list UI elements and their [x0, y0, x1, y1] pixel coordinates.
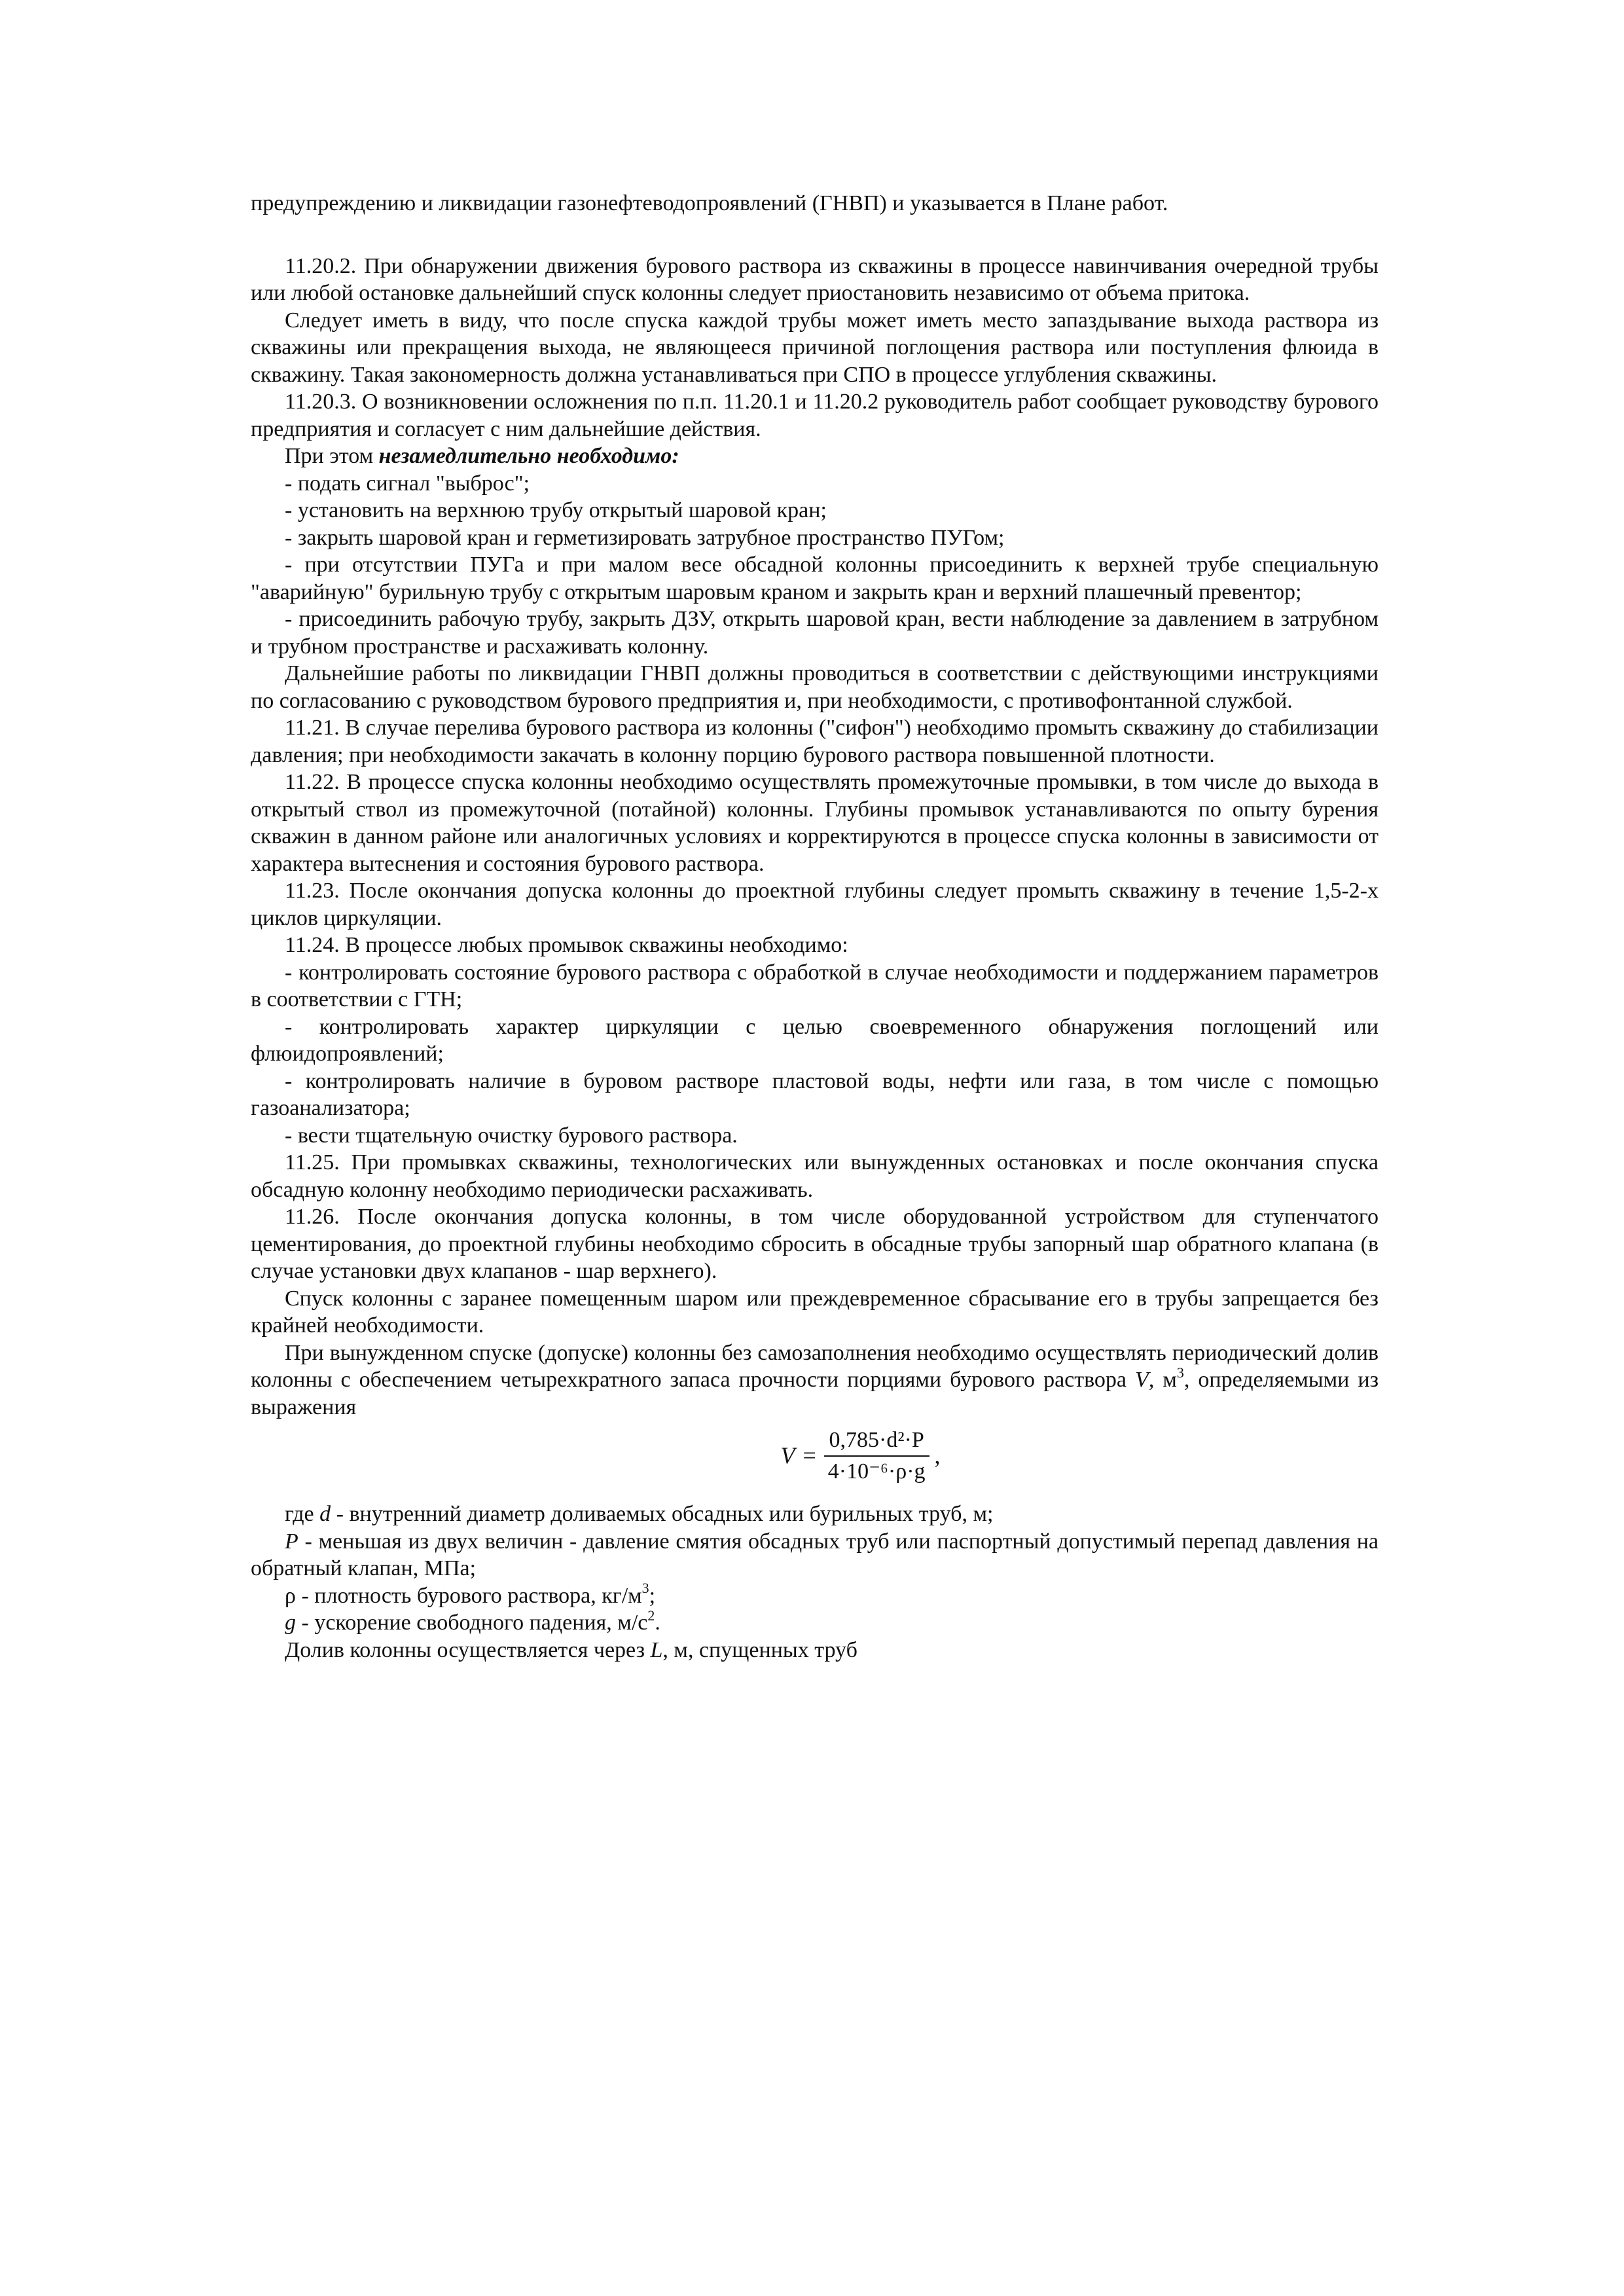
definition-rho-tail: ;: [649, 1583, 656, 1608]
list-item-connect-kelly: - присоединить рабочую трубу, закрыть ДЗУ, открыть шаровой кран, вести наблюдение за давлением в затрубном и трубном пространстве и расхаживать колонну.: [251, 607, 1379, 659]
definition-p-symbol: P: [285, 1529, 298, 1554]
last-line-text-after: , м, спущенных труб: [662, 1637, 857, 1662]
list-item-control-state: - контролировать состояние бурового раствора с обработкой в случае необходимости и поддержанием параметров в соответствии с ГТН;: [251, 960, 1379, 1011]
paragraph-11-24: 11.24. В процессе любых промывок скважины необходимо:: [285, 933, 848, 957]
formula-fraction: [824, 1427, 929, 1485]
paragraph-11-25: 11.25. При промывках скважины, технологических или вынужденных остановках и после окончания спуска обсадную колонну необходимо периодически расхаживать.: [251, 1150, 1379, 1202]
paragraph-11-20-2: 11.20.2. При обнаружении движения бурового раствора из скважины в процессе навинчивания очередной трубы или любой остановке дальнейший спуск колонны следует приостановить независимо от объема притока.: [251, 253, 1379, 305]
list-item-close-valve: - закрыть шаровой кран и герметизировать затрубное пространство ПУГом;: [285, 525, 1005, 550]
definition-p: [251, 1528, 1379, 1582]
paragraph-further-work: Дальнейшие работы по ликвидации ГНВП должны проводиться в соответствии с действующими инструкциями по согласованию с руководством бурового предприятия и, при необходимости, с противофонтанной службой.: [251, 661, 1379, 713]
definition-d-text: - внутренний диаметр доливаемых обсадных или бурильных труб, м;: [331, 1502, 994, 1526]
formula-denominator: 4·10⁻⁶·ρ·g: [827, 1459, 926, 1484]
definition-rho-symbol: ρ: [285, 1583, 296, 1608]
last-line-variable: L: [650, 1637, 663, 1662]
immediately-emphasis: незамедлительно необходимо:: [378, 444, 679, 468]
paragraph-11-26: 11.26. После окончания допуска колонны, в том числе оборудованной устройством для ступенчатого цементирования, до проектной глубины необходимо сбросить в обсадные трубы запорный шар обратного клапана (в случае установки двух клапанов - шар верхнего).: [251, 1205, 1379, 1283]
definition-d: где d - внутренний диаметр доливаемых обсадных или бурильных труб, м;: [285, 1502, 994, 1526]
topup-unit: , м: [1148, 1368, 1177, 1392]
definition-g-symbol: g: [285, 1611, 296, 1635]
list-item-control-presence: - контролировать наличие в буровом растворе пластовой воды, нефти или газа, в том числе с помощью газоанализатора;: [251, 1068, 1379, 1120]
document-body: [251, 190, 1379, 1664]
immediately-lead-text: При этом: [285, 444, 379, 468]
paragraph-last-line: [251, 1637, 1379, 1664]
topup-text-after: , определяемыми из выражения: [251, 1368, 1379, 1419]
paragraph-delay-note: Следует иметь в виду, что после спуска каждой трубы может иметь место запаздывание выхода раствора из скважины или прекращения выхода, не являющееся причиной поглощения раствора или поступления флюида в скважину. Такая закономерность должна устанавливаться при СПО в процессе углубления скважины.: [251, 308, 1379, 387]
list-item-install-valve: - установить на верхнюю трубу открытый шаровой кран;: [285, 498, 827, 522]
list-item-control-circulation: - контролировать характер циркуляции с целью своевременного обнаружения поглощений или флюидопроявлений;: [251, 1014, 1379, 1066]
paragraph-11-21: 11.21. В случае перелива бурового раствора из колонны ("сифон") необходимо промыть скважину до стабилизации давления; при необходимости закачать в колонну порцию бурового раствора повышенной плотности.: [251, 716, 1379, 767]
paragraph-ball: Спуск колонны с заранее помещенным шаром или преждевременное сбрасывание его в трубы запрещается без крайней необходимости.: [251, 1286, 1379, 1338]
paragraph-intro: предупреждению и ликвидации газонефтеводопроявлений (ГНВП) и указывается в Плане работ.: [251, 191, 1168, 215]
definition-rho-text: - плотность бурового раствора, кг/м: [295, 1583, 642, 1608]
paragraph-11-22: 11.22. В процессе спуска колонны необходимо осуществлять промежуточные промывки, в том числе до выхода в открытый ствол из промежуточной (потайной) колонны. Глубины промывок устанавливаются по опыту бурения скважин в данном районе или аналогичных условиях и корректируются в процессе спуска колонны в зависимости от характера вытеснения и состояния бурового раствора.: [251, 770, 1379, 876]
last-line-text-before: Долив колонны осуществляется через: [285, 1637, 651, 1662]
definition-d-symbol: d: [319, 1502, 331, 1526]
definition-g-superscript: 2: [647, 1607, 655, 1624]
definition-g-tail: .: [655, 1611, 660, 1635]
definition-rho: [251, 1582, 1379, 1610]
list-item-cleaning: - вести тщательную очистку бурового раствора.: [285, 1123, 738, 1148]
topup-unit-superscript: 3: [1176, 1364, 1184, 1381]
paragraph-topup: [251, 1339, 1379, 1421]
topup-text-before: При вынужденном спуске (допуске) колонны без самозаполнения необходимо осуществлять периодический долив колонны с обеспечением четырехкратного запаса прочности порциями бурового раствора: [251, 1340, 1379, 1392]
formula-trailing-comma: ,: [934, 1442, 941, 1469]
list-item-signal: - подать сигнал "выброс";: [285, 471, 530, 496]
formula-lhs: V: [780, 1442, 795, 1469]
formula-numerator: 0,785·d²·P: [829, 1428, 924, 1452]
paragraph-11-20-3: 11.20.3. О возникновении осложнения по п.п. 11.20.1 и 11.20.2 руководитель работ сообщает руководству бурового предприятия и согласует с ним дальнейшие действия.: [251, 390, 1379, 441]
fraction-bar: [824, 1455, 929, 1457]
definition-p-text: - меньшая из двух величин - давление смятия обсадных труб или паспортный допустимый перепад давления на обратный клапан, МПа;: [251, 1529, 1379, 1580]
list-item-no-pug: - при отсутствии ПУГа и при малом весе обсадной колонны присоединить к верхней трубе специальную "аварийную" бурильную трубу с открытым шаровым краном и закрыть кран и верхний плашечный превентор;: [251, 553, 1379, 604]
volume-formula: [251, 1423, 1379, 1489]
definition-g: [251, 1609, 1379, 1637]
paragraph-immediately: [251, 443, 1379, 470]
definition-g-text: - ускорение свободного падения, м/с: [296, 1611, 648, 1635]
topup-variable: V: [1135, 1368, 1149, 1392]
paragraph-11-23: 11.23. После окончания допуска колонны до проектной глубины следует промыть скважину в течение 1,5-2-х циклов циркуляции.: [251, 879, 1379, 930]
definition-rho-superscript: 3: [641, 1580, 649, 1597]
formula-equals: =: [803, 1442, 816, 1469]
